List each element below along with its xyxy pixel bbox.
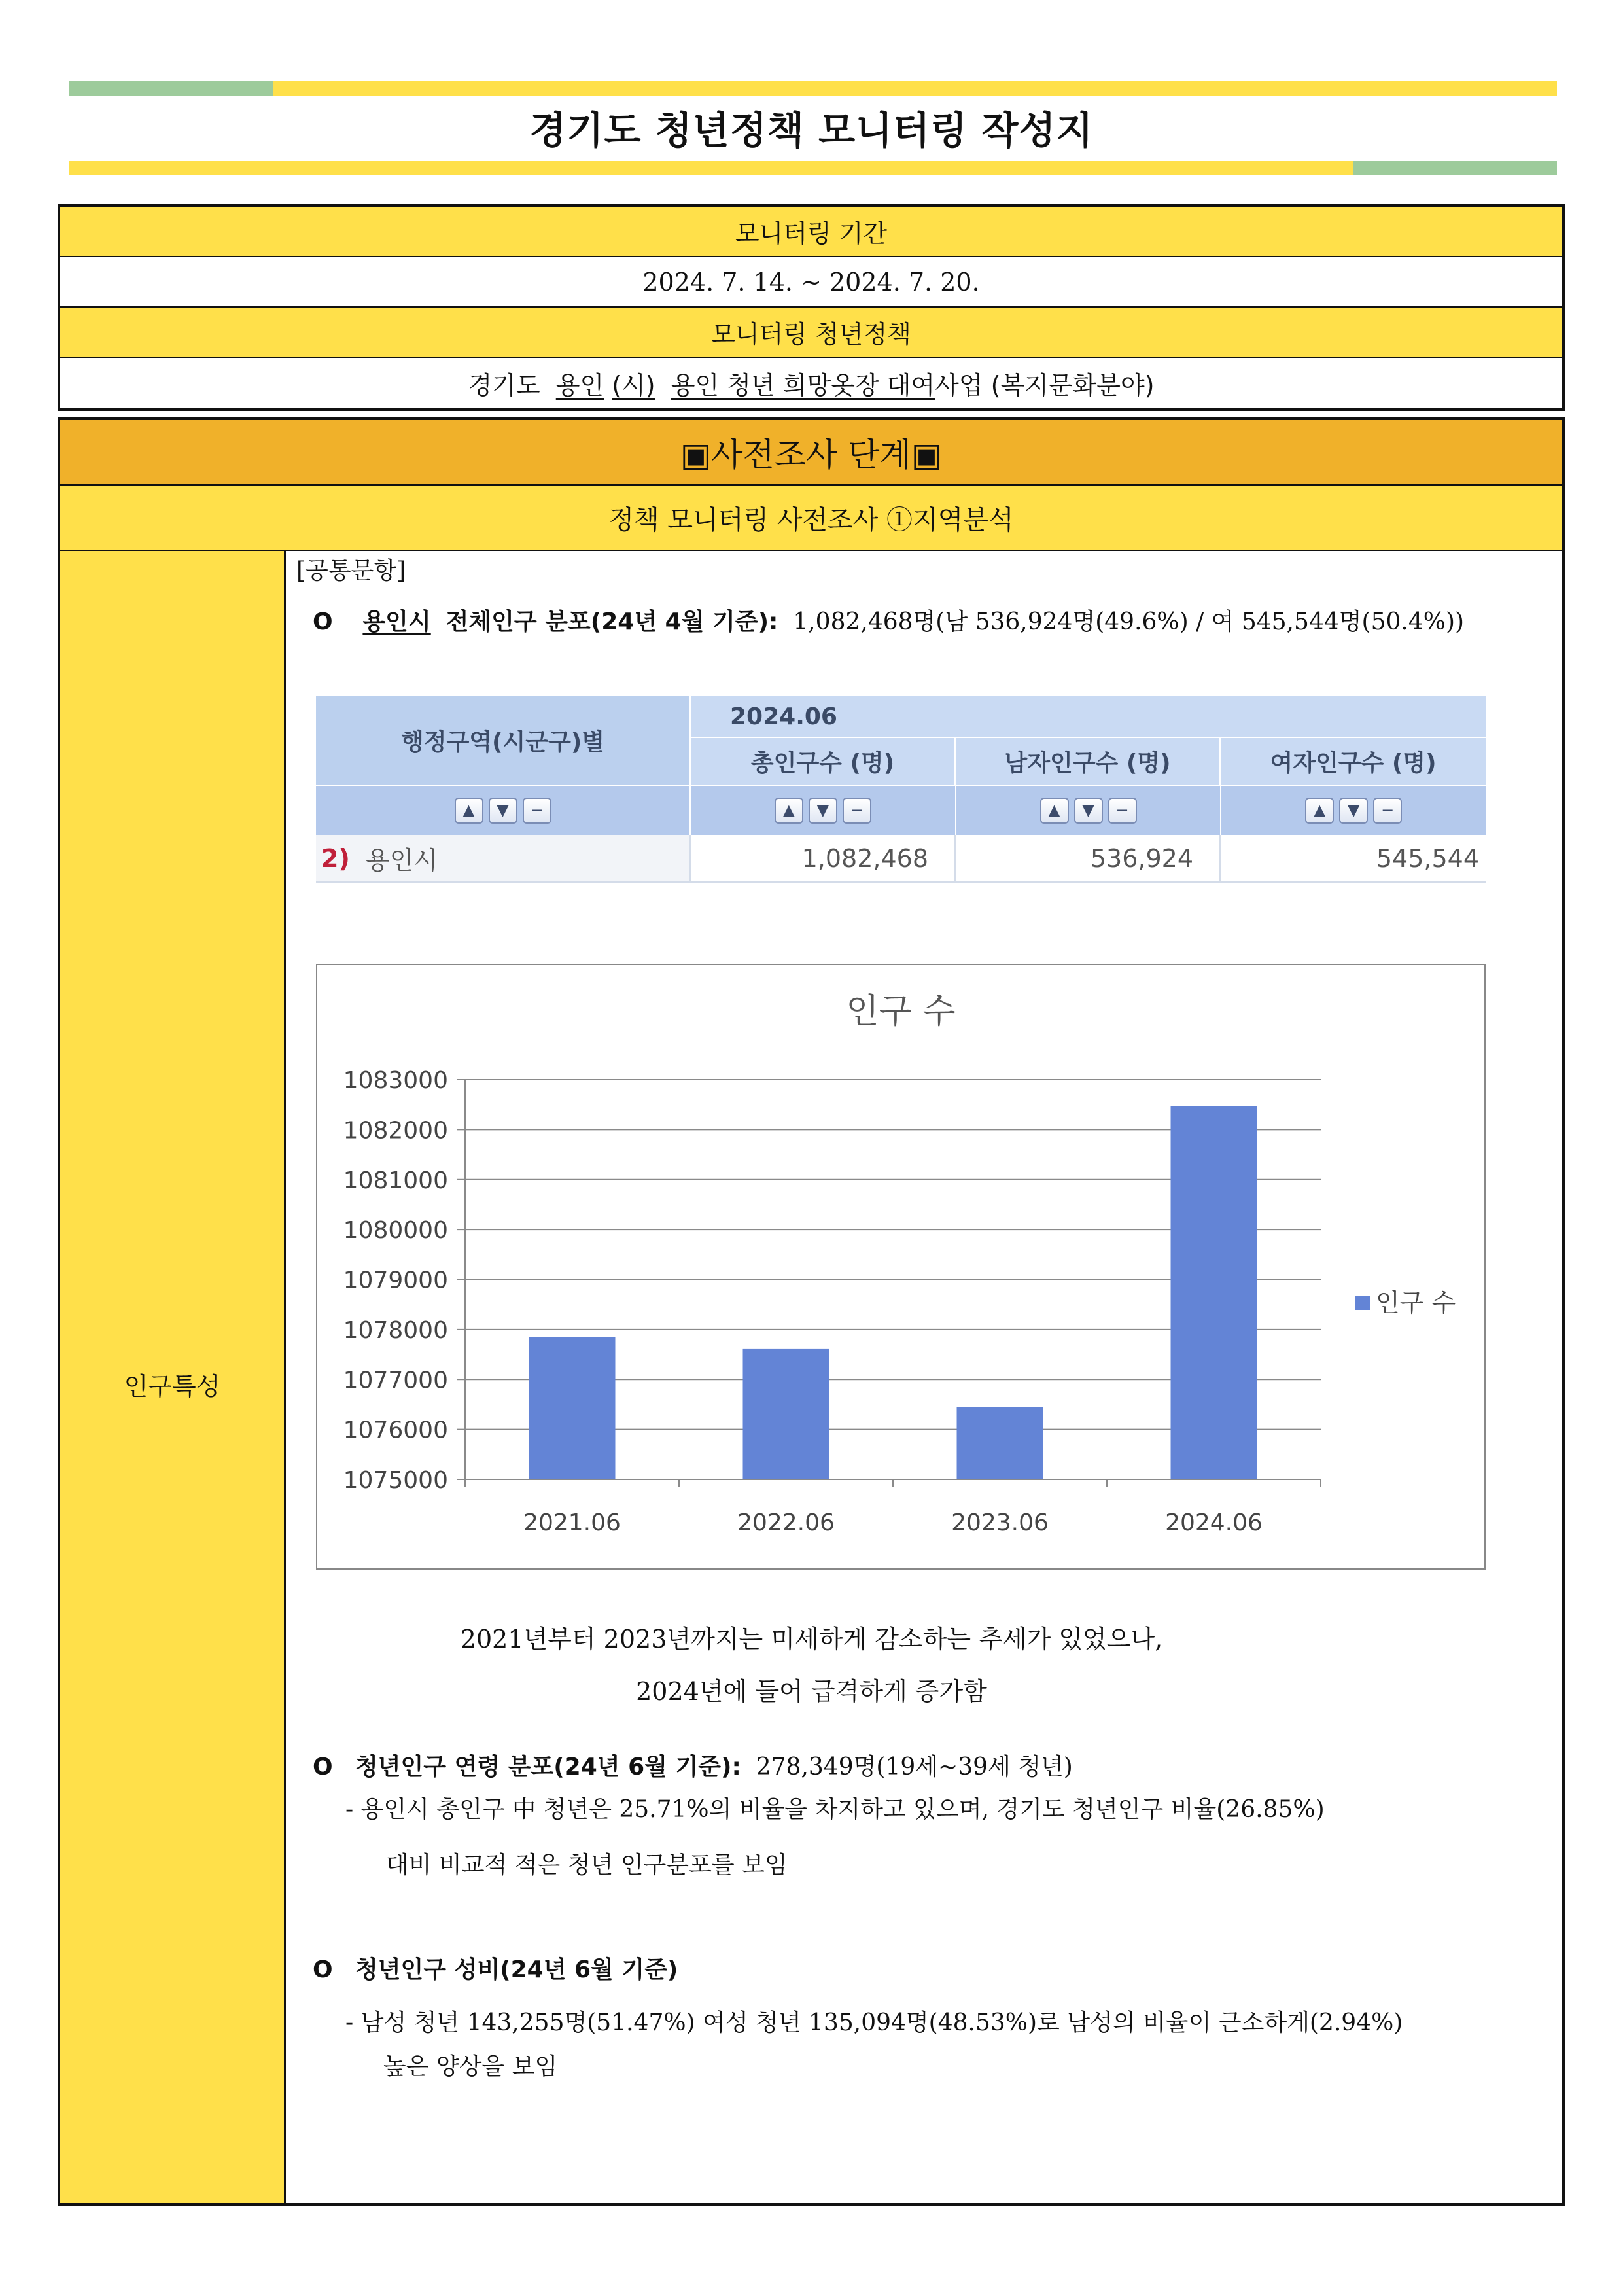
policy-value-row — [60, 358, 1562, 408]
page-title: 경기도 청년정책 모니터링 작성지 — [529, 108, 1094, 152]
col-male-label: 남자인구수 (명) — [1004, 750, 1171, 777]
sort-desc-icon[interactable]: ▼ — [489, 798, 517, 824]
table-row — [316, 835, 1486, 883]
remove-icon[interactable]: − — [523, 798, 551, 824]
col-female-label: 여자인구수 (명) — [1270, 750, 1437, 777]
chart-bar — [743, 1349, 829, 1479]
y-tick-label: 1079000 — [343, 1267, 448, 1294]
remove-icon[interactable]: − — [843, 798, 871, 824]
x-tick-label: 2024.06 — [1165, 1510, 1263, 1536]
sort-controls-total — [691, 786, 956, 835]
y-tick-label: 1080000 — [343, 1217, 448, 1245]
chart-bar — [529, 1337, 616, 1479]
period-label-row — [60, 207, 1562, 257]
chart-title: 인구 수 — [846, 992, 956, 1031]
bullet-mark: O — [313, 609, 333, 635]
sort-controls-row — [316, 785, 1486, 835]
row-index: 2) — [321, 843, 350, 873]
row-header-cell — [316, 696, 691, 785]
header-bar-green-bottom — [1353, 161, 1557, 175]
chart-bar — [957, 1407, 1043, 1479]
y-tick-label: 1083000 — [343, 1067, 448, 1094]
total-cell — [691, 835, 956, 881]
col-total-label: 총인구수 (명) — [750, 750, 895, 777]
bullet-youth-age — [313, 1748, 1073, 1782]
policy-category: (복지문화분야) — [990, 371, 1155, 400]
period-label: 모니터링 기간 — [735, 219, 888, 248]
sort-desc-icon[interactable]: ▼ — [1339, 798, 1368, 824]
youth-age-value: 278,349명(19세~39세 청년) — [756, 1754, 1073, 1780]
sort-asc-icon[interactable]: ▲ — [1040, 798, 1069, 824]
remove-icon[interactable]: − — [1108, 798, 1137, 824]
header-bar-yellow-top — [273, 81, 1557, 96]
y-tick-label: 1077000 — [343, 1367, 448, 1394]
y-tick-label: 1082000 — [343, 1117, 448, 1144]
total-value: 1,082,468 — [801, 843, 928, 873]
male-cell — [956, 835, 1221, 881]
col-female-header — [1221, 738, 1486, 785]
period-header-cell — [691, 696, 1486, 738]
sort-asc-icon[interactable]: ▲ — [1305, 798, 1334, 824]
bullet-youth-sex — [313, 1951, 678, 1985]
header-bar-green-top — [69, 81, 273, 96]
policy-city: 용인 — [555, 371, 604, 400]
bullet-label: 전체인구 분포(24년 4월 기준): — [445, 609, 778, 635]
period-value-row — [60, 257, 1562, 308]
header-bar-yellow-bottom — [69, 161, 1353, 175]
youth-age-detail2: 대비 비교적 적은 청년 인구분포를 보임 — [386, 1852, 788, 1879]
policy-city-suffix: (시) — [612, 371, 655, 400]
youth-sex-label: 청년인구 성비(24년 6월 기준) — [355, 1956, 678, 1983]
y-tick-label: 1075000 — [343, 1467, 448, 1494]
row-name: 용인시 — [365, 846, 438, 875]
policy-name: 용인 청년 희망옷장 대여 — [671, 371, 935, 400]
population-chart — [316, 964, 1486, 1570]
bullet-city: 용인시 — [362, 609, 431, 635]
population-stats-table — [316, 696, 1486, 883]
youth-sex-detail1: - 남성 청년 143,255명(51.47%) 여성 청년 135,094명(48.53%)로 남성의 비율이 근소하게(2.94%) — [345, 2009, 1403, 2036]
male-value: 536,924 — [1090, 843, 1193, 873]
row-label-cell — [60, 551, 286, 2203]
y-tick-label: 1076000 — [343, 1417, 448, 1444]
stage-subtitle: 정책 모니터링 사전조사 ①지역분석 — [60, 486, 1562, 551]
common-heading: [공통문항] — [296, 557, 406, 584]
monitoring-info-table — [58, 204, 1565, 411]
row-name-cell — [316, 835, 691, 881]
population-bar-chart — [317, 965, 1484, 1568]
col-male-header — [956, 738, 1221, 785]
youth-sex-detail2: 높은 양상을 보임 — [383, 2053, 558, 2080]
chart-caption-line1: 2021년부터 2023년까지는 미세하게 감소하는 추세가 있었으나, — [460, 1625, 1163, 1653]
policy-label-row — [60, 308, 1562, 358]
sort-controls-region — [316, 786, 691, 835]
bullet-mark: O — [313, 1956, 333, 1983]
remove-icon[interactable]: − — [1373, 798, 1402, 824]
row-label: 인구특성 — [124, 1372, 220, 1401]
sort-desc-icon[interactable]: ▼ — [1074, 798, 1103, 824]
stage-title: ▣사전조사 단계▣ — [60, 420, 1562, 486]
sort-controls-female — [1221, 786, 1486, 835]
sort-asc-icon[interactable]: ▲ — [775, 798, 803, 824]
sort-controls-male — [956, 786, 1222, 835]
chart-caption-line2: 2024년에 들어 급격하게 증가함 — [636, 1677, 987, 1706]
policy-prefix: 경기도 — [468, 371, 540, 400]
youth-age-label: 청년인구 연령 분포(24년 6월 기준): — [355, 1754, 741, 1780]
y-tick-label: 1078000 — [343, 1316, 448, 1344]
bullet-mark: O — [313, 1754, 333, 1780]
period-value: 2024. 7. 14. ~ 2024. 7. 20. — [642, 267, 980, 296]
col-total-header — [691, 738, 956, 785]
female-cell — [1221, 835, 1486, 881]
legend-swatch — [1355, 1296, 1370, 1310]
y-tick-label: 1081000 — [343, 1167, 448, 1194]
row-header: 행정구역(시군구)별 — [400, 729, 605, 756]
policy-name-suffix: 사업 — [935, 371, 983, 400]
youth-age-detail1: - 용인시 총인구 中 청년은 25.71%의 비율을 차지하고 있으며, 경기도 청년인구 비율(26.85%) — [345, 1796, 1325, 1823]
bullet-total-population — [313, 603, 1464, 637]
chart-bar — [1171, 1106, 1257, 1479]
sort-desc-icon[interactable]: ▼ — [809, 798, 837, 824]
sort-asc-icon[interactable]: ▲ — [455, 798, 483, 824]
policy-label: 모니터링 청년정책 — [711, 320, 911, 349]
bullet-value: 1,082,468명(남 536,924명(49.6%) / 여 545,544명(50.4%)) — [793, 609, 1465, 635]
legend-label: 인구 수 — [1376, 1288, 1456, 1317]
x-tick-label: 2022.06 — [737, 1510, 835, 1536]
period-header: 2024.06 — [730, 703, 837, 730]
x-tick-label: 2021.06 — [523, 1510, 621, 1536]
female-value: 545,544 — [1376, 843, 1479, 873]
x-tick-label: 2023.06 — [951, 1510, 1049, 1536]
